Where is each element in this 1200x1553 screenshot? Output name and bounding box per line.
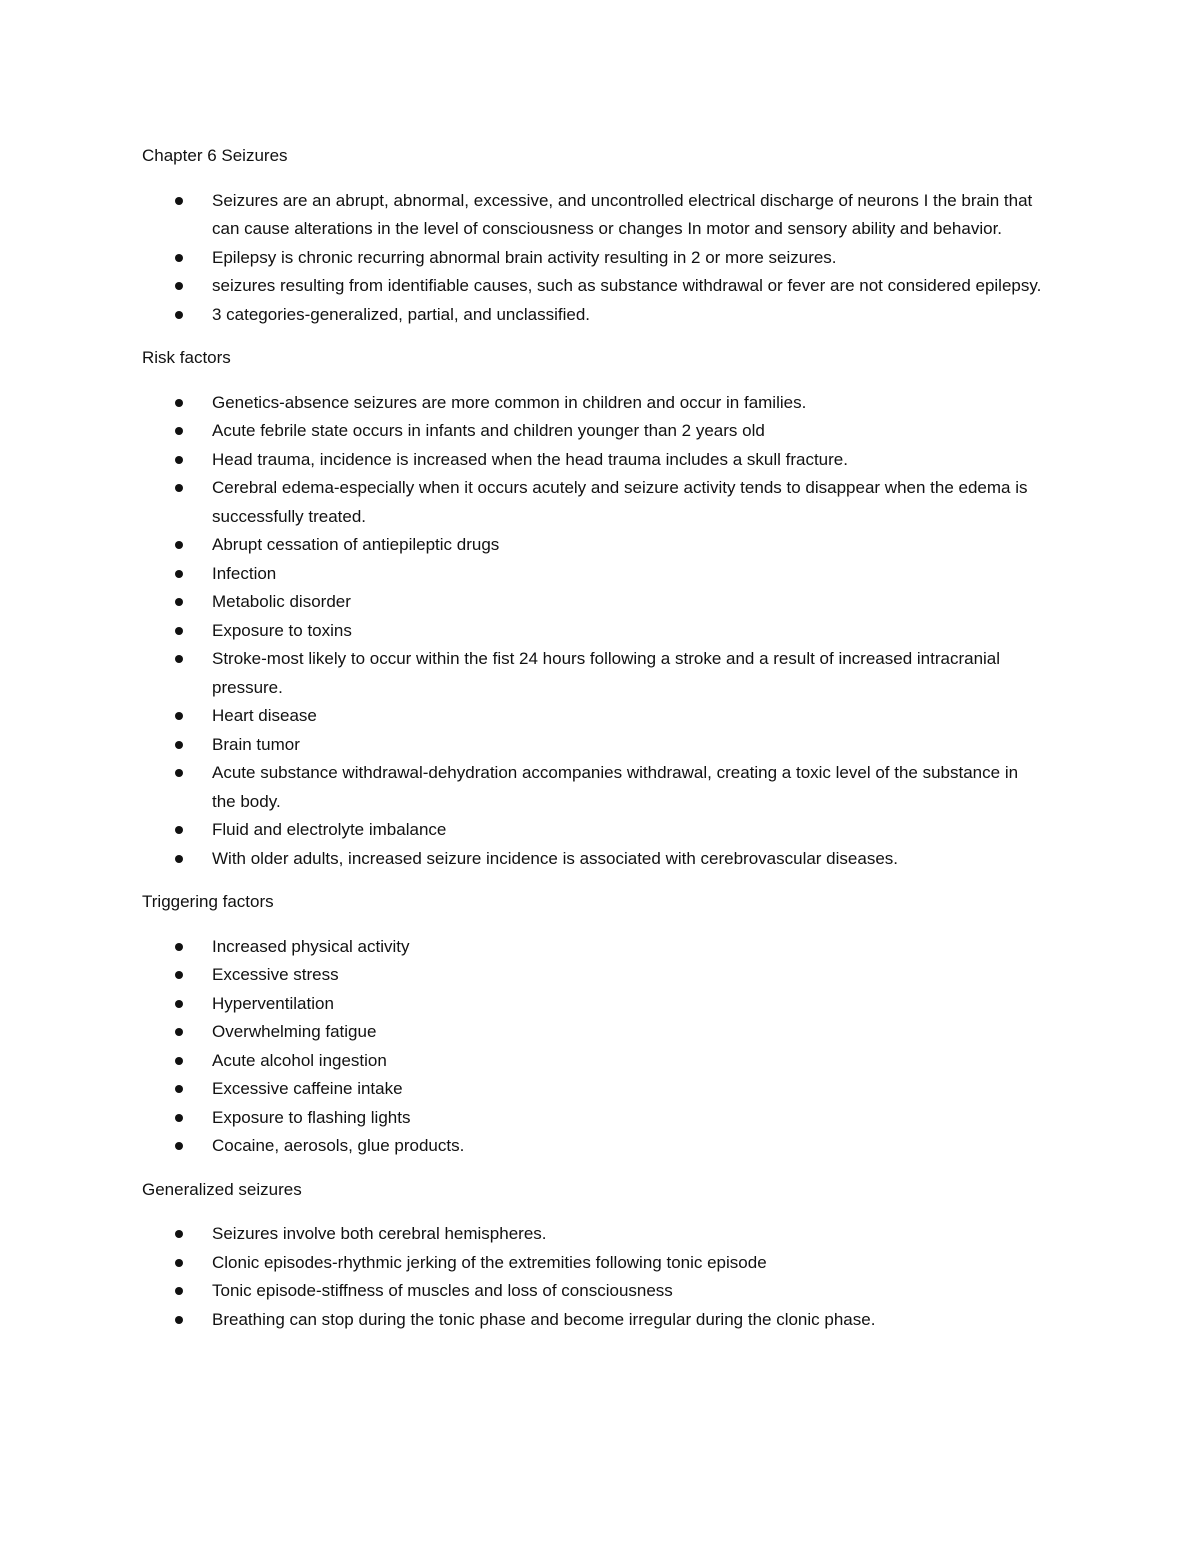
list-item [142,845,1042,874]
list-item [142,1306,1042,1335]
list-item [142,1018,1042,1047]
bullet-icon [175,1000,183,1008]
list-item-text: Fluid and electrolyte imbalance [212,820,447,839]
list-item-text: Metabolic disorder [212,592,351,611]
document-section [142,344,1042,873]
list-item-text: Genetics-absence seizures are more common in children and occur in families. [212,392,807,412]
list-item [142,272,1042,301]
list-item-text: Seizures involve both cerebral hemispheres. [212,1224,547,1243]
list-item [142,187,1042,244]
bullet-icon [175,1057,183,1065]
list-item-text: Acute febrile state occurs in infants and children younger than 2 years old [212,421,765,440]
list-item-text: Breathing can stop during the tonic phase and become irregular during the clonic phase. [212,1309,876,1329]
bullet-icon [175,1085,183,1093]
bullet-list [142,933,1042,1161]
bullet-icon [175,427,183,435]
bullet-icon [175,1259,183,1267]
list-item-text: Excessive stress [212,965,339,984]
bullet-icon [175,399,183,407]
list-item-text: Increased physical activity [212,936,410,956]
bullet-icon [175,1287,183,1295]
list-item [142,933,1042,962]
bullet-icon [175,254,183,262]
bullet-icon [175,943,183,951]
list-item [142,588,1042,617]
list-item-text: Exposure to flashing lights [212,1107,411,1127]
list-item [142,1220,1042,1249]
list-item-text: Hyperventilation [212,993,334,1013]
list-item-text: seizures resulting from identifiable causes, such as substance withdrawal or fever are not considered epilepsy. [212,276,1042,295]
list-item [142,560,1042,589]
list-item [142,1047,1042,1076]
bullet-list [142,1220,1042,1334]
bullet-icon [175,1028,183,1036]
list-item [142,474,1042,531]
list-item-text: Cocaine, aerosols, glue products. [212,1136,465,1155]
bullet-icon [175,655,183,663]
bullet-icon [175,855,183,863]
section-heading: Chapter 6 Seizures [142,146,288,165]
bullet-icon [175,484,183,492]
bullet-icon [175,712,183,720]
bullet-icon [175,197,183,205]
section-heading: Risk factors [142,348,231,367]
bullet-list [142,187,1042,330]
bullet-icon [175,311,183,319]
list-item-text: Clonic episodes-rhythmic jerking of the extremities following tonic episode [212,1252,767,1272]
list-item [142,1104,1042,1133]
document-section [142,1176,1042,1335]
list-item [142,961,1042,990]
bullet-icon [175,456,183,464]
document-section [142,888,1042,1161]
list-item [142,446,1042,475]
bullet-icon [175,971,183,979]
list-item-text: Epilepsy is chronic recurring abnormal brain activity resulting in 2 or more seizures. [212,247,837,267]
list-item [142,1249,1042,1278]
bullet-icon [175,1114,183,1122]
list-item [142,816,1042,845]
list-item-text: Brain tumor [212,734,300,754]
bullet-icon [175,1142,183,1150]
list-item [142,990,1042,1019]
bullet-icon [175,1316,183,1324]
list-item-text: Cerebral edema-especially when it occurs acutely and seizure activity tends to disappear when the edema is successfully treated. [212,478,1028,526]
list-item [142,645,1042,702]
list-item-text: Excessive caffeine intake [212,1079,403,1098]
list-item-text: Acute substance withdrawal-dehydration accompanies withdrawal, creating a toxic level of the substance in the body. [212,763,1019,811]
list-item-text: With older adults, increased seizure incidence is associated with cerebrovascular diseases. [212,848,899,868]
list-item-text: Acute alcohol ingestion [212,1050,387,1070]
list-item [142,702,1042,731]
document-body [142,142,1042,1334]
list-item-text: 3 categories-generalized, partial, and unclassified. [212,304,591,324]
bullet-icon [175,627,183,635]
list-item [142,301,1042,330]
bullet-icon [175,826,183,834]
document-section [142,142,1042,329]
bullet-icon [175,1230,183,1238]
list-item [142,417,1042,446]
list-item-text: Stroke-most likely to occur within the fist 24 hours following a stroke and a result of increased intracranial pressure. [212,649,1001,697]
bullet-icon [175,769,183,777]
list-item [142,731,1042,760]
list-item [142,759,1042,816]
bullet-list [142,389,1042,874]
list-item-text: Heart disease [212,706,317,725]
list-item-text: Head trauma, incidence is increased when the head trauma includes a skull fracture. [212,449,848,469]
list-item [142,1132,1042,1161]
list-item-text: Overwhelming fatigue [212,1022,377,1041]
list-item-text: Tonic episode-stiffness of muscles and loss of consciousness [212,1281,673,1300]
bullet-icon [175,282,183,290]
list-item [142,244,1042,273]
list-item [142,617,1042,646]
bullet-icon [175,570,183,578]
section-heading: Generalized seizures [142,1179,302,1199]
list-item-text: Seizures are an abrupt, abnormal, excessive, and uncontrolled electrical discharge of neurons I the brain that can cause alterations in the level of consciousness or changes In motor and sensory ability and behavior. [212,190,1033,238]
bullet-icon [175,741,183,749]
bullet-icon [175,598,183,606]
list-item-text: Abrupt cessation of antiepileptic drugs [212,535,500,554]
section-heading: Triggering factors [142,892,274,911]
list-item [142,1075,1042,1104]
list-item-text: Infection [212,563,277,583]
list-item [142,389,1042,418]
list-item [142,531,1042,560]
list-item [142,1277,1042,1306]
bullet-icon [175,541,183,549]
list-item-text: Exposure to toxins [212,620,352,640]
